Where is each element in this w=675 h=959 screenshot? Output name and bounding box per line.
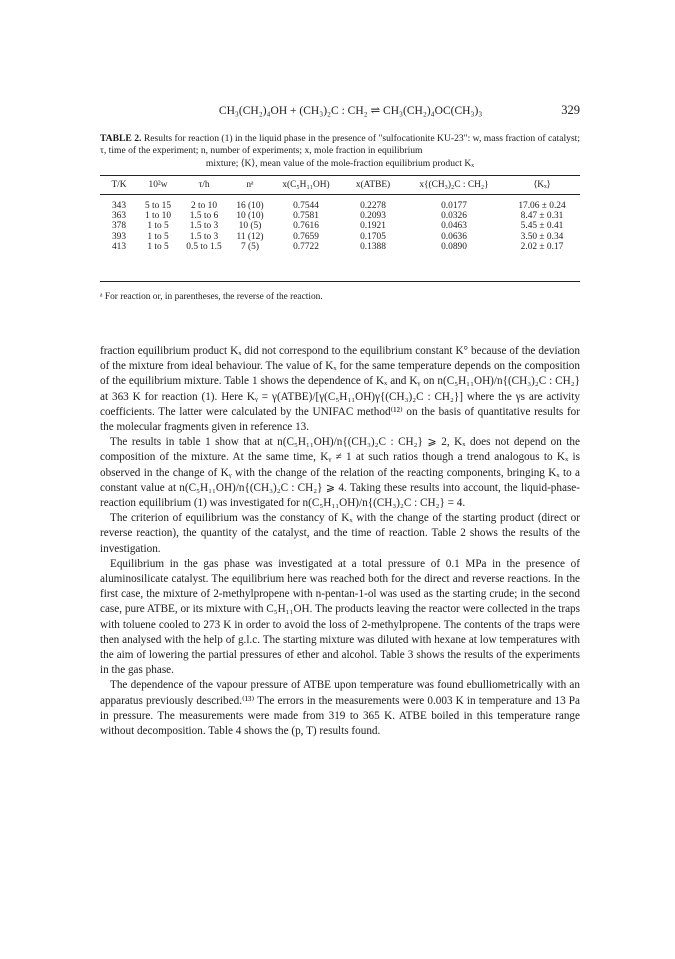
paragraph: The results in table 1 show that at n(C₅H₁₁OH)/n{(CH₃)₂C : CH₂} ⩾ 2, Kₓ does not depend on the composition of the mixture. At the same time, Kᵧ ≠ 1 at such ratios though a trend analogous to Kₓ is observed in the change of Kᵧ with the change of the relation of the reacting components, bringing Kₓ to a constant value at n(C₅H₁₁OH)/n{(CH₃)₂C : CH₂} ⩾ 4. Taking these results into account, the liquid-phase-reaction equilibrium (1) was investigated for n(C₅H₁₁OH)/n{(CH₃)₂C : CH₂} = 4. — [100, 436, 580, 510]
paragraph: The dependence of the vapour pressure of ATBE upon temperature was found ebulliometrically with an apparatus previously described.⁽¹³⁾ The errors in the measurements were 0.003 K in temperature and 13 Pa in pressure. The measurements were made from 319 to 365 K. ATBE boiled in this temperature range without decomposition. Table 4 shows the (p, T) results found. — [100, 679, 580, 738]
table-footnote: ᵃ For reaction or, in parentheses, the reverse of the reaction. — [100, 292, 323, 302]
results-table — [100, 177, 580, 252]
caption-line-1: Results for reaction (1) in the liquid phase in the presence of "sulfocationite KU-23": w, mass — [143, 133, 503, 144]
cell: 0.7722 — [293, 241, 319, 252]
cell: 0.7544 — [293, 201, 319, 211]
cell: 0.1705 — [360, 231, 386, 242]
cell: 393 — [111, 231, 127, 242]
cell: 0.7659 — [293, 231, 319, 242]
col-x-pentanol: x(C₅H₁₁OH) — [282, 179, 330, 190]
cell: 363 — [111, 211, 127, 222]
cell: 11 (12) — [236, 231, 264, 242]
cell: 0.0177 — [441, 201, 467, 211]
paragraph: fraction equilibrium product Kₓ did not correspond to the equilibrium constant K° because of the deviation of the mixture from ideal behaviour. The value of Kₓ for the same temperature depends on the composition of the equilibrium mixture. Table 1 shows the dependence of Kₓ and Kᵧ on n(C₅H₁₁OH)/n{(CH₃)₂C : CH₂} at 363 K for reaction (1). Here Kᵧ = γ(ATBE)/[γ(C₅H₁₁OH)γ{(CH₃)₂C : CH₂}] where the γs are activity coefficients. The latter were calculated by the UNIFAC method⁽¹²⁾ on the basis of quantitative results for the molecular fragments given in reference 13. — [100, 345, 580, 434]
col-time: τ/h — [198, 179, 210, 190]
page-number: 329 — [561, 103, 580, 117]
cell: 5.45 ± 0.41 — [520, 221, 564, 232]
table-caption — [100, 133, 580, 170]
cell: 1.5 to 3 — [189, 231, 219, 242]
caption-line-3: mixture; ⟨K⟩, mean value of the mole-fraction equilibrium product Kₓ — [205, 157, 475, 169]
cell: 0.2278 — [360, 201, 386, 211]
cell: 3.50 ± 0.34 — [520, 231, 564, 242]
cell: 0.5 to 1.5 — [186, 241, 222, 252]
col-x-methylpropene: x{(CH₃)₂C : CH₂} — [419, 179, 489, 190]
cell: 0.0890 — [441, 241, 467, 252]
cell: 0.1921 — [360, 221, 386, 232]
cell: 2 to 10 — [190, 201, 218, 211]
cell: 7 (5) — [241, 241, 259, 252]
cell: 0.0326 — [441, 211, 467, 222]
cell: 1.5 to 3 — [189, 221, 219, 232]
cell: 10 (5) — [238, 221, 262, 232]
cell: 0.0463 — [441, 221, 467, 232]
col-mass-fraction: 10²w — [148, 179, 168, 190]
cell: 2.02 ± 0.17 — [520, 241, 564, 252]
running-title: CH₃(CH₂)₄OH + (CH₃)₂C : CH₂ ⇌ CH₃(CH₂)₄OC(CH₃)₃ — [218, 105, 483, 117]
cell: 0.7616 — [293, 221, 319, 232]
cell: 16 (10) — [236, 201, 264, 211]
cell: 0.2093 — [360, 211, 386, 222]
cell: 0.0636 — [441, 231, 467, 242]
paragraph: Equilibrium in the gas phase was investigated at a total pressure of 0.1 MPa in the presence of aluminosilicate catalyst. The equilibrium here was reached both for the direct and reverse reactions. In the first case, the mixture of 2-methylpropene with n-pentan-1-ol was used as the starting crude; in the second case, pure ATBE, or its mixture with C₅H₁₁OH. The products leaving the reactor were collected in the traps with toluene cooled to 273 K in order to avoid the loss of 2-methylpropene. The contents of the traps were then analysed with the help of g.l.c. The starting mixture was diluted with hexane at low temperatures with the aim of lowering the partial pressures of ether and alcohol. Table 3 shows the results of the experiments in the gas phase. — [100, 557, 580, 677]
cell: 5 to 15 — [144, 201, 172, 211]
cell: 1 to 10 — [144, 211, 172, 222]
body-text — [100, 344, 580, 739]
col-x-atbe: x(ATBE) — [355, 179, 391, 190]
table-label: TABLE 2. — [100, 133, 142, 144]
table-row — [100, 221, 580, 231]
cell: 413 — [111, 241, 127, 252]
cell: 10 (10) — [236, 211, 264, 222]
paragraph: The criterion of equilibrium was the constancy of Kₓ with the change of the starting product (direct or reverse reaction), the quantity of the catalyst, and the time of reaction. Table 2 shows the results of the investigation. — [100, 512, 580, 555]
running-header — [100, 103, 580, 118]
col-temperature: T/K — [111, 179, 127, 190]
table-top-rule — [100, 175, 580, 176]
cell: 1 to 5 — [147, 221, 169, 232]
table-row — [100, 195, 580, 211]
col-mean-k: ⟨Kₓ⟩ — [533, 180, 551, 190]
cell: 17.06 ± 0.24 — [518, 201, 566, 211]
cell: 1.5 to 6 — [189, 211, 219, 222]
cell: 343 — [111, 201, 127, 211]
cell: 1 to 5 — [147, 231, 169, 242]
col-experiments: nᵃ — [246, 179, 254, 190]
cell: 8.47 ± 0.31 — [520, 211, 564, 222]
cell: 378 — [111, 221, 127, 232]
caption-line-2: fraction of catalyst; τ, time of the experiment; n, number of experiments; x, mole fraction in equilibrium — [100, 133, 581, 157]
table-row — [100, 232, 580, 242]
table-row — [100, 242, 580, 252]
table-bottom-rule — [100, 281, 580, 282]
cell: 0.7581 — [293, 211, 319, 222]
cell: 1 to 5 — [147, 241, 169, 252]
table-row — [100, 211, 580, 221]
table-header-row — [100, 177, 580, 195]
cell: 0.1388 — [360, 241, 386, 252]
